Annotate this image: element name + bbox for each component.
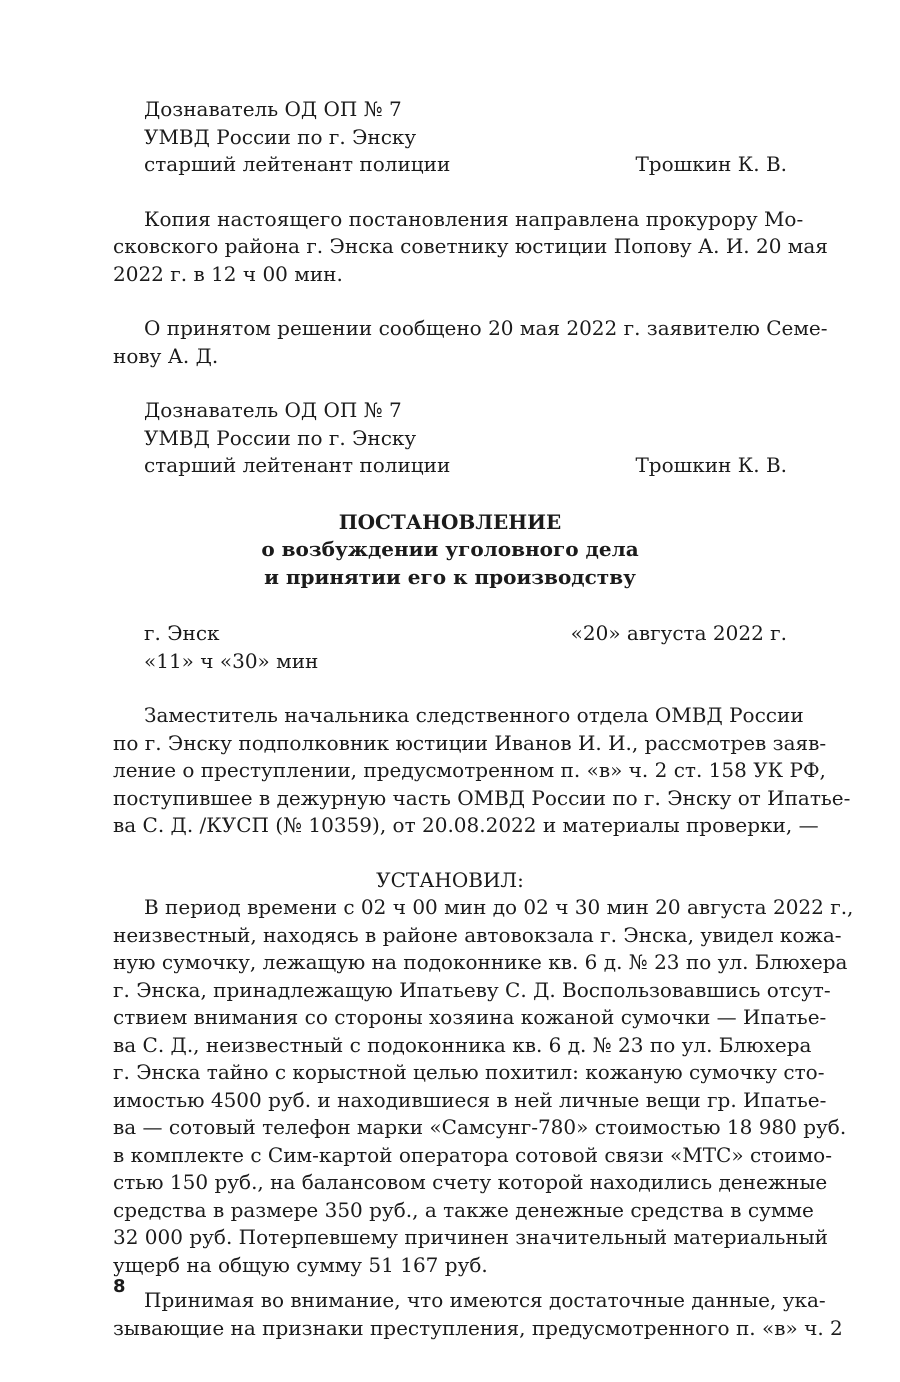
body-paragraph [113,894,854,1279]
paragraph-line: Копия настоящего постановления направлена прокурору Мо- [144,206,804,231]
decision-note-paragraph [113,315,828,370]
paragraph-line: неизвестный, находясь в районе автовокзала г. Энска, увидел кожа- [113,922,842,947]
signature-block-1 [113,96,787,179]
paragraph-line: ущерб на общую сумму 51 167 руб. [113,1252,488,1277]
signature-position-2: Дознаватель ОД ОП № 7 [144,398,402,422]
title-subtitle-2: и принятии его к производству [264,564,636,589]
closing-paragraph [113,1287,843,1342]
paragraph-line: ва — сотовый телефон марки «Самсунг-780» стоимостью 18 980 руб. [113,1115,847,1139]
signature-rank-2: старший лейтенант полиции [144,453,451,477]
paragraph-line: г. Энска тайно с корыстной целью похитил: кожаную сумочку сто- [113,1060,825,1084]
paragraph-line: ва С. Д. /КУСП (№ 10359), от 20.08.2022 и материалы проверки, — [113,813,819,837]
signature-rank-row-1 [113,151,787,179]
paragraph-line: по г. Энску подполковник юстиции Иванов И. И., рассмотрев заяв- [113,730,827,755]
intro-paragraph [113,702,851,840]
place-date-row [113,620,787,648]
page-number: 8 [113,1276,126,1297]
paragraph-line: нову А. Д. [113,343,219,368]
paragraph-line: ление о преступлении, предусмотренном п. «в» ч. 2 ст. 158 УК РФ, [113,758,826,782]
document-title [113,509,787,592]
paragraph-line: Заместитель начальника следственного отдела ОМВД России [144,703,804,727]
paragraph-line: стью 150 руб., на балансовом счету которой находились денежные [113,1170,828,1194]
title-subtitle-1: о возбуждении уголовного дела [261,537,639,561]
date: «20» августа 2022 г. [570,621,787,645]
signature-position-1: Дознаватель ОД ОП № 7 [144,97,402,121]
signature-name-1: Трошкин К. В. [635,152,787,176]
signature-block-2 [113,397,787,480]
copy-note-paragraph [113,206,828,289]
city: г. Энск [144,621,220,645]
paragraph-line: О принятом решении сообщено 20 мая 2022 г. заявителю Семе- [144,316,828,340]
established-heading: УСТАНОВИЛ: [376,867,524,892]
paragraph-line: средства в размере 350 руб., а также денежные средства в сумме [113,1197,814,1222]
document-page [113,96,854,1342]
paragraph-line: зывающие на признаки преступления, предусмотренного п. «в» ч. 2 [113,1315,843,1340]
paragraph-line: В период времени с 02 ч 00 мин до 02 ч 30 мин 20 августа 2022 г., [144,895,854,919]
signature-name-2: Трошкин К. В. [635,453,787,477]
title-main: ПОСТАНОВЛЕНИЕ [338,509,562,534]
paragraph-line: поступившее в дежурную часть ОМВД России по г. Энску от Ипатье- [113,785,851,810]
paragraph-line: ствием внимания со стороны хозяина кожаной сумочки — Ипатье- [113,1005,827,1029]
paragraph-line: ва С. Д., неизвестный с подоконника кв. 6 д. № 23 по ул. Блюхера [113,1032,812,1057]
signature-rank-1: старший лейтенант полиции [144,152,451,176]
place-date-block [113,620,787,675]
time: «11» ч «30» мин [144,648,319,673]
signature-rank-row-2 [113,452,787,480]
paragraph-line: в комплекте с Сим-картой оператора сотовой связи «МТС» стоимо- [113,1142,832,1167]
paragraph-line: 2022 г. в 12 ч 00 мин. [113,261,343,286]
paragraph-line: г. Энска, принадлежащую Ипатьеву С. Д. Воспользовавшись отсут- [113,977,831,1002]
signature-department-1: УМВД России по г. Энску [144,124,417,149]
paragraph-line: Принимая во внимание, что имеются достаточные данные, ука- [144,1288,826,1312]
paragraph-line: 32 000 руб. Потерпевшему причинен значительный материальный [113,1225,829,1249]
paragraph-line: имостью 4500 руб. и находившиеся в ней личные вещи гр. Ипатье- [113,1087,827,1112]
paragraph-line: сковского района г. Энска советнику юстиции Попову А. И. 20 мая [113,234,828,258]
signature-department-2: УМВД России по г. Энску [144,425,417,450]
paragraph-line: ную сумочку, лежащую на подоконнике кв. 6 д. № 23 по ул. Блюхера [113,950,848,974]
